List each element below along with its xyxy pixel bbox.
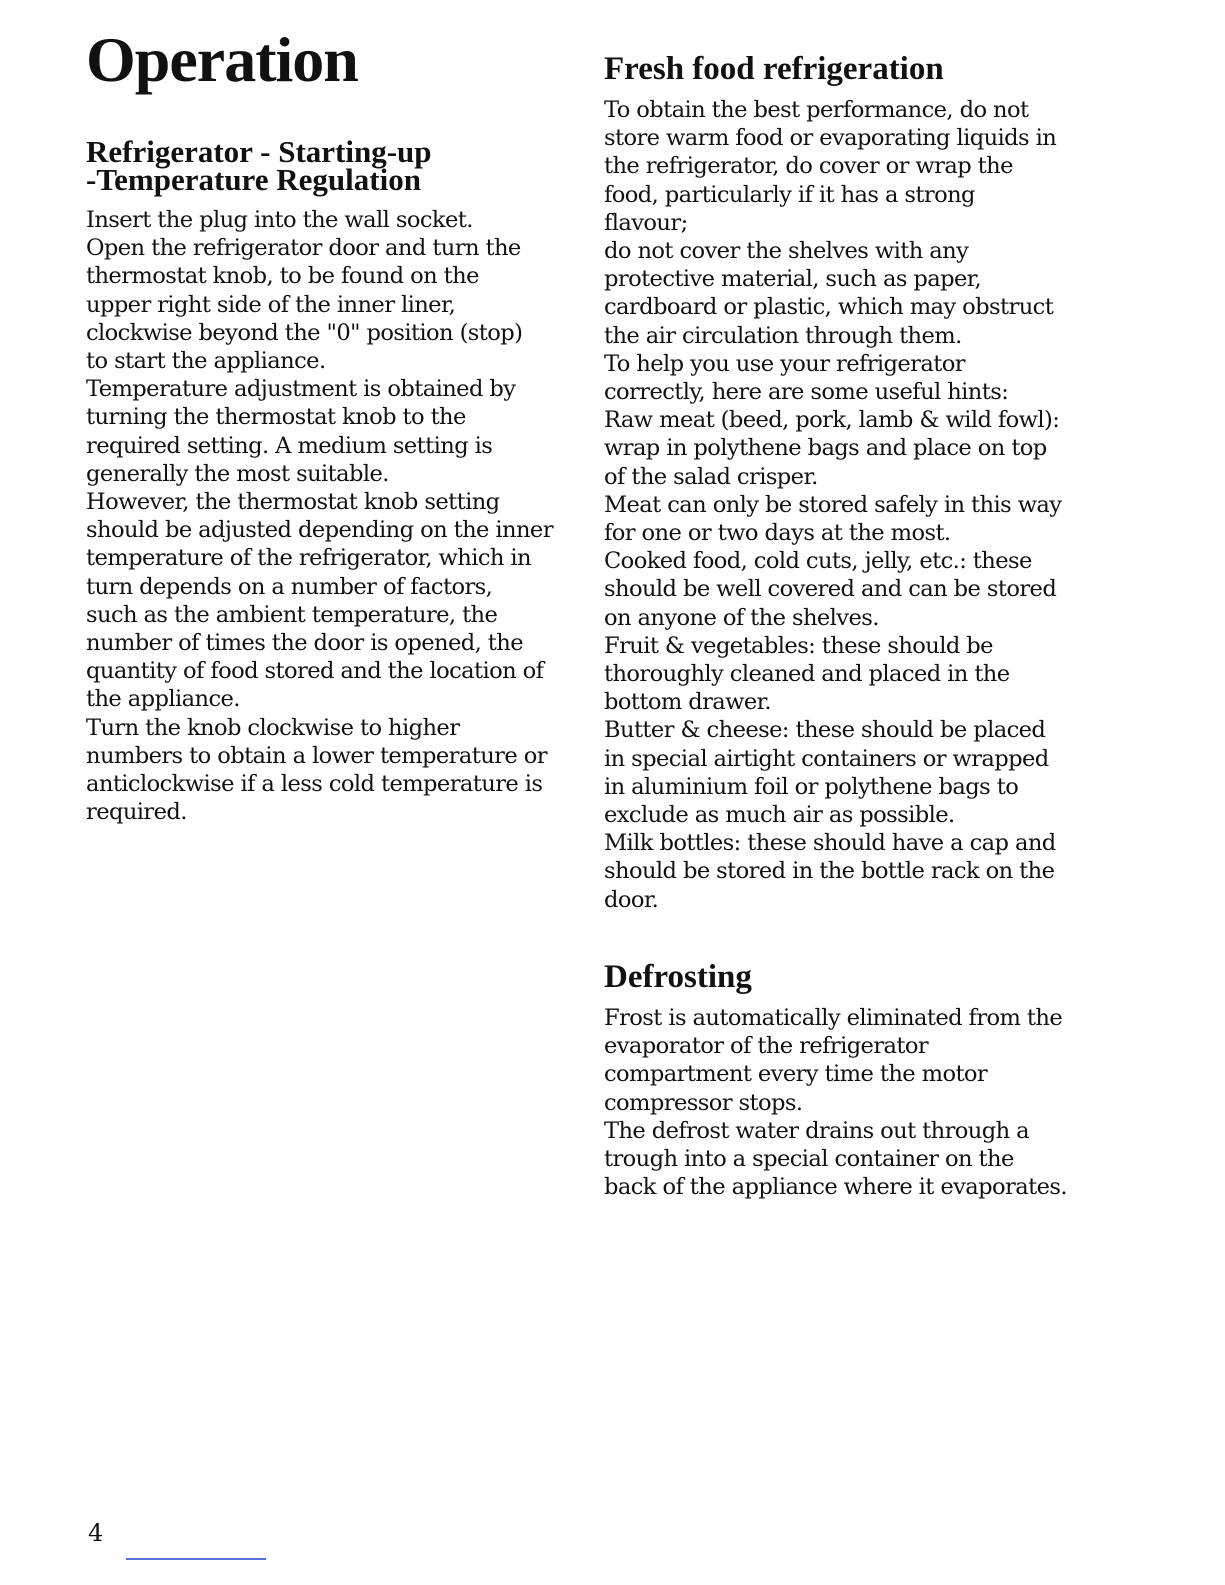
text-line: required setting. A medium setting is [86,432,493,459]
text-line: compressor stops. [604,1089,803,1116]
text-line: door. [604,886,659,913]
text-line: Open the refrigerator door and turn the [86,235,521,262]
text-line: thoroughly cleaned and placed in the [604,661,1010,688]
text-line: Butter & cheese: these should be placed [604,717,1046,744]
text-line: back of the appliance where it evaporates. [604,1174,1067,1201]
section-heading-regulation [86,134,432,197]
text-line: in aluminium foil or polythene bags to [604,773,1019,800]
text-line: Temperature adjustment is obtained by [86,376,516,403]
text-line: quantity of food stored and the location of [86,658,544,685]
text-line: To help you use your refrigerator [604,350,965,377]
defrosting-body [604,1004,1067,1201]
text-line: such as the ambient temperature, the [86,601,498,628]
text-line: Turn the knob clockwise to higher [86,714,460,741]
text-line: generally the most suitable. [86,460,389,487]
footer-rule [126,1558,266,1560]
text-line: Insert the plug into the wall socket. [86,207,473,233]
text-line: Frost is automatically eliminated from the [604,1005,1063,1031]
text-line: should be adjusted depending on the inner [86,517,553,544]
text-line: for one or two days at the most. [604,520,951,547]
text-line: turn depends on a number of factors, [86,573,493,600]
text-line: number of times the door is opened, the [86,630,523,657]
text-line: Cooked food, cold cuts, jelly, etc.: these [604,548,1032,575]
text-line: the appliance. [86,686,240,713]
fresh-food-body [604,96,1061,914]
text-line: do not cover the shelves with any [604,238,969,265]
text-line: numbers to obtain a lower temperature or [86,742,547,769]
text-line: should be stored in the bottle rack on the [604,858,1055,885]
text-line: on anyone of the shelves. [604,604,879,631]
text-line: required. [86,799,187,826]
section-heading-defrosting: Defrosting [604,959,752,995]
page-title: Operation [86,24,358,95]
text-line: turning the thermostat knob to the [86,404,466,431]
page-number: 4 [88,1519,104,1547]
text-line: trough into a special container on the [604,1146,1014,1173]
text-line: compartment every time the motor [604,1061,988,1088]
text-line: evaporator of the refrigerator [604,1033,929,1060]
section-heading-fresh-food: Fresh food refrigeration [604,51,944,87]
text-line: the air circulation through them. [604,322,962,349]
text-line: thermostat knob, to be found on the [86,263,479,290]
text-line: protective material, such as paper, [604,266,982,293]
text-line: Meat can only be stored safely in this way [604,491,1062,518]
text-line: of the salad crisper. [604,463,818,490]
text-line: correctly, here are some useful hints: [604,379,1009,406]
text-line: bottom drawer. [604,689,771,716]
text-line: Milk bottles: these should have a cap and [604,830,1056,857]
text-line: anticlockwise if a less cold temperature is [86,771,543,798]
text-line: to start the appliance. [86,348,326,375]
text-line: temperature of the refrigerator, which in [86,545,532,572]
heading-line: Refrigerator - Starting-up [86,134,432,169]
heading-line: -Temperature Regulation [86,162,421,197]
text-line: wrap in polythene bags and place on top [604,435,1047,462]
text-line: flavour; [604,209,688,236]
text-line: exclude as much air as possible. [604,802,955,829]
text-line: store warm food or evaporating liquids in [604,125,1057,152]
text-line: Fruit & vegetables: these should be [604,632,993,659]
text-line: in special airtight containers or wrapped [604,745,1049,772]
regulation-body [86,206,553,826]
text-line: the refrigerator, do cover or wrap the [604,153,1013,180]
text-line: clockwise beyond the "0" position (stop) [86,319,523,346]
text-line: Raw meat (beed, pork, lamb & wild fowl): [604,407,1060,434]
text-line: The defrost water drains out through a [604,1117,1030,1144]
text-line: To obtain the best performance, do not [604,97,1029,123]
text-line: cardboard or plastic, which may obstruct [604,294,1054,321]
text-line: However, the thermostat knob setting [86,489,500,516]
text-line: upper right side of the inner liner, [86,291,456,318]
text-line: food, particularly if it has a strong [604,181,975,208]
text-line: should be well covered and can be stored [604,576,1057,603]
